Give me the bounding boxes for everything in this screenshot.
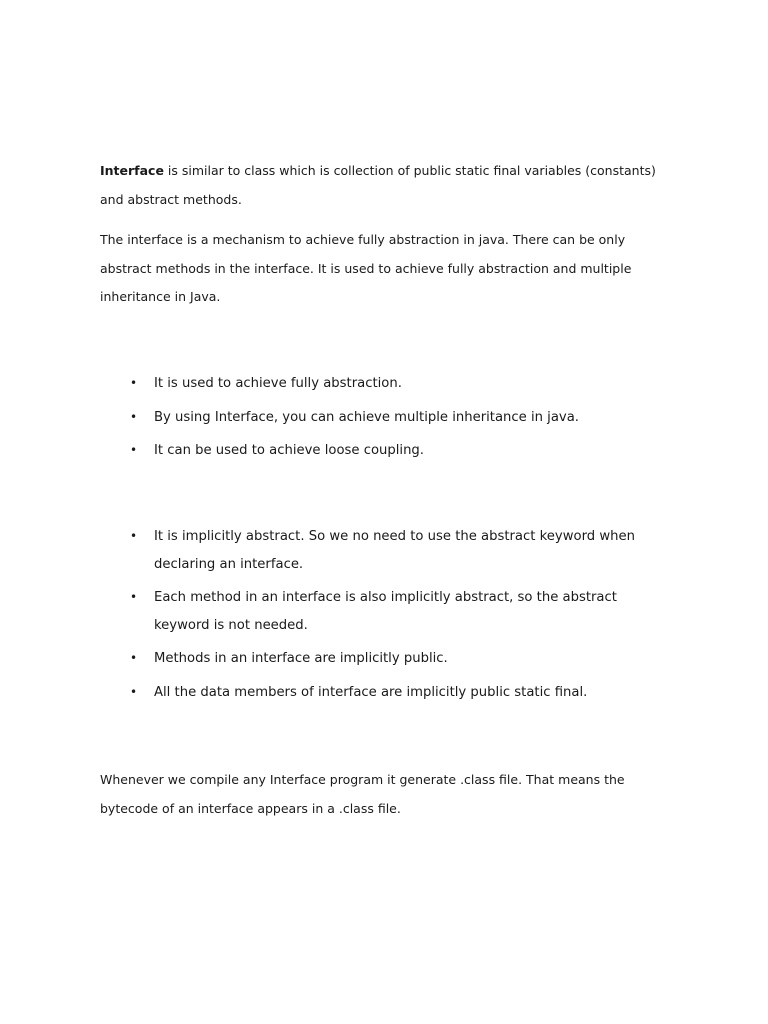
interface-term: Interface (100, 163, 164, 178)
uses-list (100, 370, 660, 471)
list-item: • It can be used to achieve loose coupling. (100, 437, 660, 465)
list-item: • It is implicitly abstract. So we no need to use the abstract keyword when declaring an interface. (100, 523, 660, 578)
bytecode-paragraph: Whenever we compile any Interface program it generate .class file. That means the bytecode of an interface appears in a .class file. (100, 772, 625, 816)
list-item: • By using Interface, you can achieve multiple inheritance in java. (100, 404, 660, 432)
mechanism-paragraph: The interface is a mechanism to achieve fully abstraction in java. There can be only abstract methods in the interface. It is used to achieve fully abstraction and multiple inheritance in Java. (100, 232, 632, 304)
list-item: • All the data members of interface are implicitly public static final. (100, 679, 660, 707)
properties-list (100, 523, 660, 712)
intro-text: is similar to class which is collection of public static final variables (constants) and abstract methods. (100, 163, 656, 207)
list-item: • Each method in an interface is also implicitly abstract, so the abstract keyword is not needed. (100, 584, 660, 639)
list-item: • Methods in an interface are implicitly public. (100, 645, 660, 673)
list-item: • It is used to achieve fully abstraction. (100, 370, 660, 398)
intro-paragraph (100, 157, 670, 214)
